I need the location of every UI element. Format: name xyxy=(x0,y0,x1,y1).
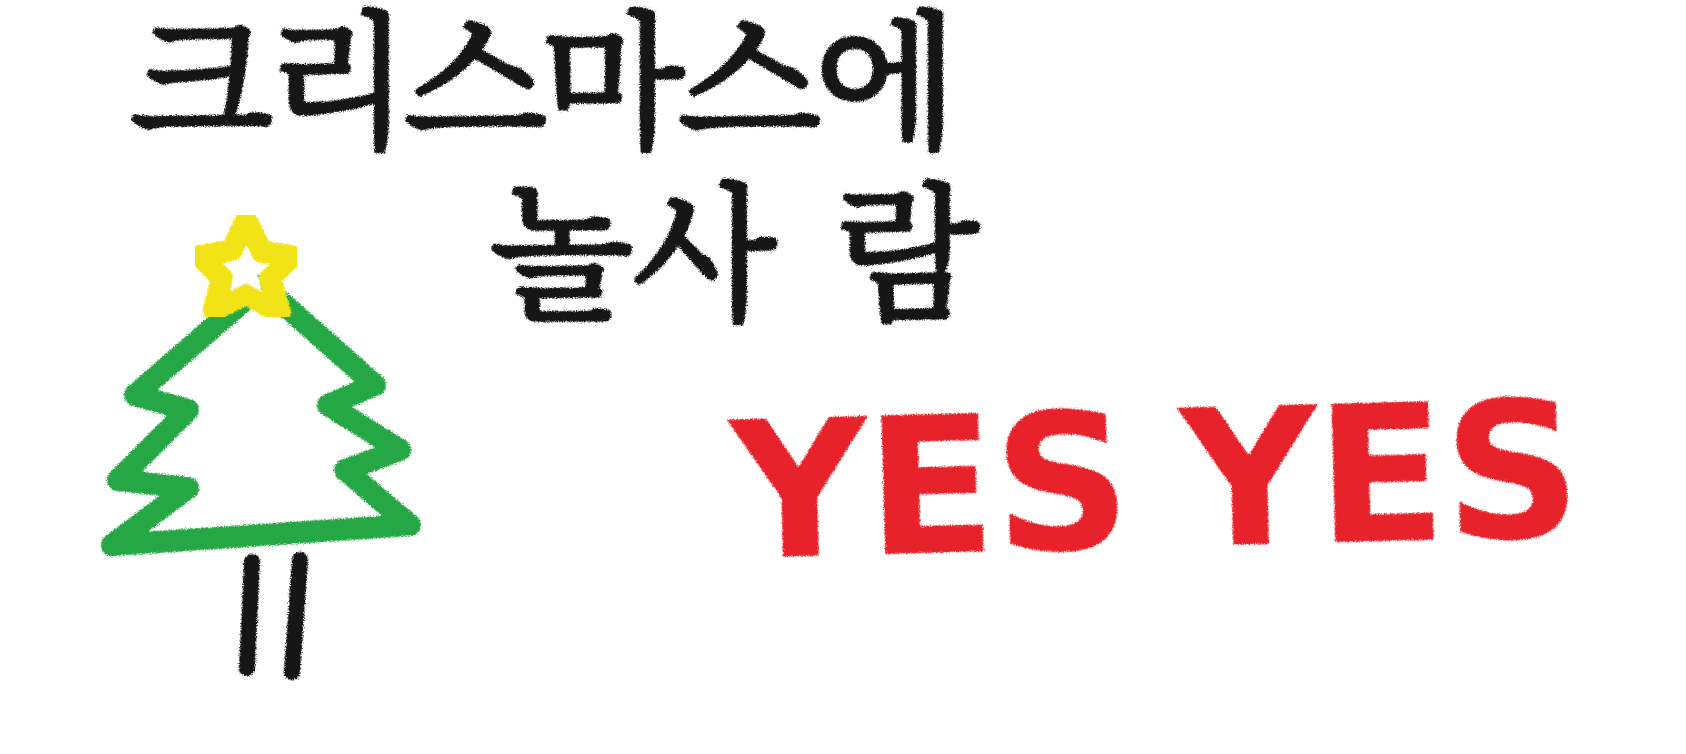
christmas-tree-icon xyxy=(112,285,410,672)
headline-line-christmas: 크리스마스에 xyxy=(130,0,952,170)
yes-yes-line xyxy=(727,359,1582,603)
headline-word-nolsa: 놀사 xyxy=(490,170,776,342)
yes-word-2: YES xyxy=(1177,359,1582,592)
star-icon xyxy=(200,220,292,312)
headline-word-ram: 람 xyxy=(835,170,979,342)
headline-line-people xyxy=(490,170,979,342)
yes-word-1: YES xyxy=(727,371,1132,603)
